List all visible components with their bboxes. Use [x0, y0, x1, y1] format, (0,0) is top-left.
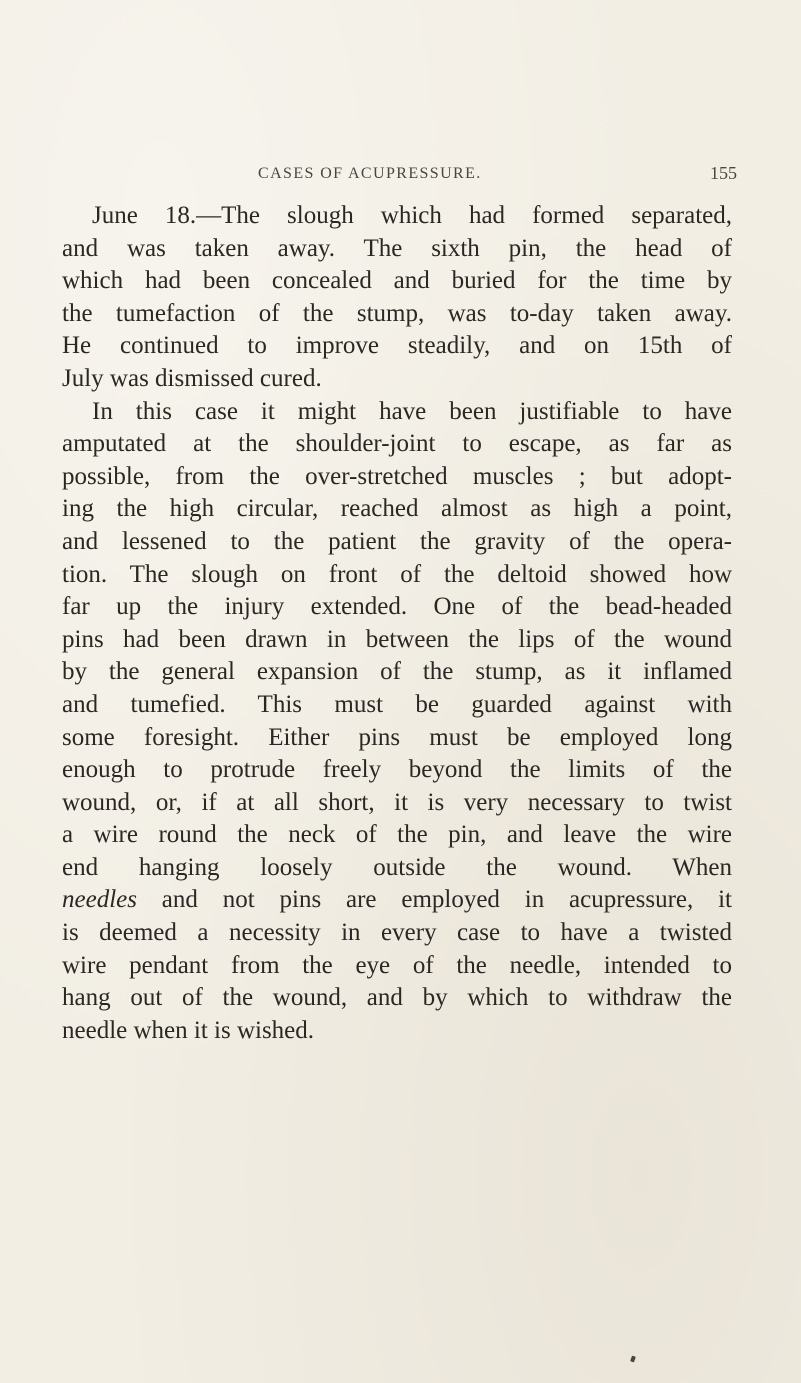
text-line: He continued to improve steadily, and on 15th of: [62, 332, 732, 360]
text-line: and tumefied. This must be guarded against with: [62, 690, 732, 718]
running-title: CASES OF ACUPRESSURE.: [258, 165, 482, 182]
text-line: amputated at the shoulder-joint to escape, as far as: [62, 430, 732, 458]
text-line: In this case it might have been justifiable to have: [92, 397, 732, 425]
text-line: tion. The slough on front of the deltoid showed how: [62, 560, 732, 588]
text-line: June 18.—The slough which had formed separated,: [92, 202, 732, 229]
page-number: 155: [710, 163, 737, 183]
text-line: some foresight. Either pins must be employed long: [62, 723, 732, 751]
text-line: which had been concealed and buried for the time by: [62, 267, 732, 295]
ink-speck: [630, 1355, 636, 1362]
text-line: a wire round the neck of the pin, and leave the wire: [62, 821, 732, 849]
text-line-rest: and not pins are employed in acupressure, it: [136, 886, 732, 914]
text-line: enough to protrude freely beyond the limits of the: [62, 756, 732, 784]
emphasis-needles: needles: [62, 886, 137, 914]
text-line: possible, from the over-stretched muscles ; but adopt-: [62, 462, 732, 490]
body-text: [62, 200, 732, 1047]
text-line: the tumefaction of the stump, was to-day taken away.: [62, 299, 732, 327]
text-line-with-emphasis: [62, 884, 732, 917]
text-line: wire pendant from the eye of the needle, intended to: [62, 951, 732, 979]
text-line: pins had been drawn in between the lips of the wound: [62, 625, 732, 653]
text-line: ing the high circular, reached almost as high a point,: [62, 495, 732, 523]
text-line: hang out of the wound, and by which to withdraw the: [62, 984, 732, 1012]
text-line: and lessened to the patient the gravity of the opera-: [62, 527, 732, 555]
text-line: needle when it is wished.: [62, 1016, 315, 1044]
text-line: by the general expansion of the stump, as it inflamed: [62, 658, 732, 686]
text-line: July was dismissed cured.: [62, 364, 322, 392]
text-line: far up the injury extended. One of the bead-headed: [62, 593, 732, 621]
text-line: and was taken away. The sixth pin, the head of: [62, 234, 732, 262]
text-line: is deemed a necessity in every case to have a twisted: [62, 919, 732, 947]
text-line: wound, or, if at all short, it is very necessary to twist: [62, 788, 732, 816]
text-line: end hanging loosely outside the wound. When: [62, 853, 732, 881]
running-head: [0, 165, 801, 189]
